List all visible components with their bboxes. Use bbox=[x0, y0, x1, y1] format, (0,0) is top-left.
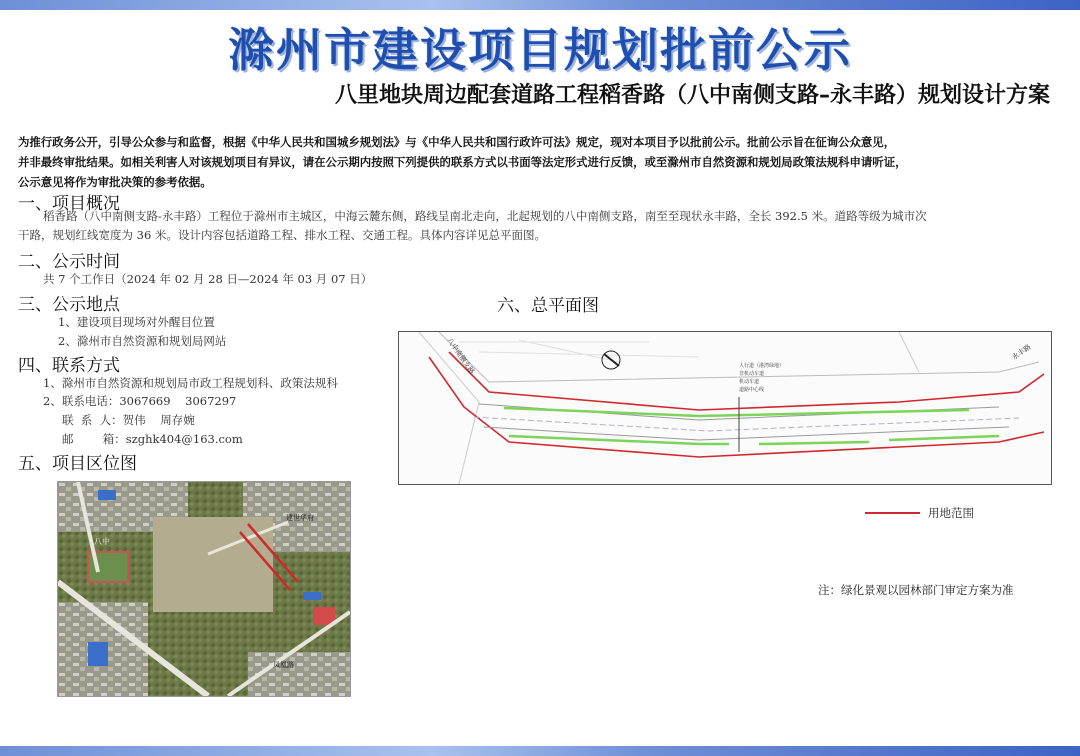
publicity-period: 共 7 个工作日（2024 年 02 月 28 日—2024 年 03 月 07 日） bbox=[43, 272, 373, 286]
section-heading-overview: 一、项目概况 bbox=[18, 194, 120, 214]
intro-line: 为推行政务公开，引导公众参与和监督，根据《中华人民共和国城乡规划法》与《中华人民共和国行政许可法》规定，现对本项目予以批前公示。批前公示旨在征询公众意见， bbox=[18, 135, 896, 149]
section-heading-location: 五、项目区位图 bbox=[18, 454, 137, 474]
svg-text:永丰路: 永丰路 bbox=[1010, 343, 1033, 362]
contact-email: 邮 箱：szghk404@163.com bbox=[62, 432, 243, 446]
svg-text:非机动车道: 非机动车道 bbox=[739, 371, 765, 377]
section-heading-plan: 六、总平面图 bbox=[497, 296, 599, 316]
svg-text:八中: 八中 bbox=[94, 537, 110, 546]
svg-text:凤凰路: 凤凰路 bbox=[273, 661, 294, 669]
intro-paragraph bbox=[18, 132, 1063, 192]
overview-line: 干路，规划红线宽度为 36 米。设计内容包括道路工程、排水工程、交通工程。具体内容详见总平面图。 bbox=[18, 228, 546, 242]
bottom-banner-stripe bbox=[0, 746, 1080, 756]
svg-text:人行道（港湾绿地）: 人行道（港湾绿地） bbox=[739, 363, 785, 369]
site-plan-drawing bbox=[398, 331, 1052, 485]
place-item: 1、建设项目现场对外醒目位置 bbox=[58, 315, 215, 329]
overview-text bbox=[18, 207, 1063, 245]
project-subtitle: 八里地块周边配套道路工程稻香路（八中南侧支路–永丰路）规划设计方案 bbox=[334, 83, 1050, 108]
top-banner-stripe bbox=[0, 0, 1080, 10]
svg-text:建世华府: 建世华府 bbox=[286, 514, 314, 522]
svg-text:道路中心线: 道路中心线 bbox=[739, 387, 765, 393]
legend-redline-swatch bbox=[865, 512, 920, 514]
svg-text:机动车道: 机动车道 bbox=[739, 379, 760, 385]
legend-label: 用地范围 bbox=[928, 506, 974, 520]
svg-text:八中南侧支路: 八中南侧支路 bbox=[445, 336, 477, 376]
contact-dept: 1、滁州市自然资源和规划局市政工程规划科、政策法规科 bbox=[43, 376, 338, 390]
contact-person: 联 系 人：贺伟 周存婉 bbox=[62, 413, 195, 427]
section-heading-time: 二、公示时间 bbox=[18, 252, 120, 272]
intro-line: 公示意见将作为审批决策的参考依据。 bbox=[18, 175, 212, 189]
location-aerial-map bbox=[57, 481, 351, 697]
plan-note: 注：绿化景观以园林部门审定方案为准 bbox=[818, 583, 1014, 597]
intro-line: 并非最终审批结果。如相关利害人对该规划项目有异议，请在公示期内按照下列提供的联系方式以书面等法定形式进行反馈，或至滁州市自然资源和规划局政策法规科申请听证， bbox=[18, 155, 907, 169]
section-heading-contact: 四、联系方式 bbox=[18, 356, 120, 376]
section-heading-place: 三、公示地点 bbox=[18, 295, 120, 315]
overview-line: 稻香路（八中南侧支路-永丰路）工程位于滁州市主城区，中海云麓东侧，路线呈南北走向，北起规划的八中南侧支路，南至至现状永丰路，全长 392.5 米。道路等级为城市次 bbox=[43, 209, 927, 223]
contact-phone: 2、联系电话：3067669 3067297 bbox=[43, 394, 237, 408]
page-title: 滁州市建设项目规划批前公示 bbox=[228, 23, 852, 77]
place-item: 2、滁州市自然资源和规划局网站 bbox=[58, 334, 227, 348]
